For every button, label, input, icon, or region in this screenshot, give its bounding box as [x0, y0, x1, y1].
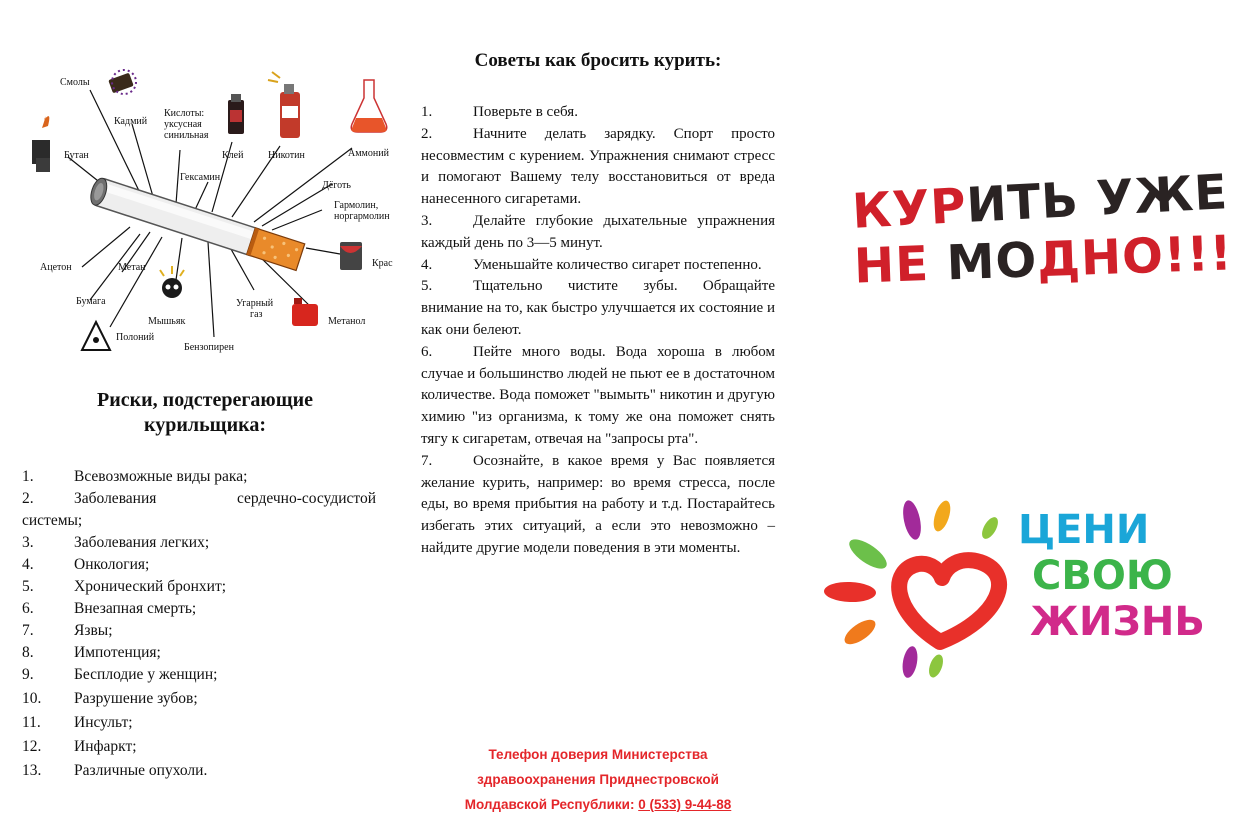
tip-item: 6. Пейте много воды. Вода хороша в любом случае и большинство людей не пьют ее в достаточном количестве. Вода поможет "вымыть" никотин и другую химию "из организма, к тому же она поможет снять тягу к сигаретам, отвечая на "запросы рта". — [421, 343, 775, 447]
risk-item: 1. Всевозможные виды рака; — [22, 468, 248, 485]
label-kisloty: Кислоты: уксусная синильная — [164, 108, 209, 141]
label-bumaga: Бумага — [76, 296, 106, 307]
glue-bottle-icon — [228, 94, 244, 134]
label-poloniy: Полоний — [116, 332, 155, 343]
tips-title: Советы как бросить курить: — [474, 50, 722, 71]
paint-can-icon — [340, 242, 362, 270]
risk-item: 7. Язвы; — [22, 622, 113, 639]
skull-icon — [160, 266, 184, 298]
tip-item: 7. Осознайте, в какое время у Вас появляется желание курить, например: во время стресса, после еды, во время прибытия на работу и т.д. Постарайтесь избегать этих ситуаций, а если это невозможно – найдите другие модели поведения в эти моменты. — [421, 452, 775, 556]
radiation-icon — [82, 322, 110, 350]
risk-item: 9. Бесплодие у женщин; — [22, 666, 218, 683]
label-metan: Метан — [118, 262, 146, 273]
flask-icon — [351, 80, 387, 132]
tip-item: 5. Тщательно чистите зубы. Обращайте внимание на то, как быстро улучшается их состояние и как они белеют. — [421, 278, 775, 338]
label-geksamin: Гексамин — [180, 172, 221, 183]
tar-icon — [108, 70, 136, 94]
risk-item: 12. Инфаркт; — [22, 738, 137, 755]
label-smoly: Смолы — [60, 77, 90, 88]
label-kadmiy: Кадмий — [114, 116, 148, 127]
label-nikotin: Никотин — [268, 150, 305, 161]
label-ammoniy: Аммоний — [348, 148, 389, 159]
tips-list — [421, 102, 775, 560]
risk-item: 13. Различные опухоли. — [22, 762, 208, 779]
risks-list — [22, 466, 376, 782]
risk-item: 2. Заболевания сердечно-сосудистой системы; — [22, 490, 376, 529]
label-garmolin: Гармолин, норгармолин — [334, 200, 390, 222]
risk-item: 11. Инсульт; — [22, 714, 133, 731]
label-kras: Крас — [372, 258, 393, 269]
risk-item: 3. Заболевания легких; — [22, 534, 210, 551]
label-klei: Клей — [222, 150, 244, 161]
label-aceton: Ацетон — [40, 262, 72, 273]
cigarette-chemicals-diagram — [22, 62, 402, 362]
butane-lighter-icon — [32, 116, 50, 172]
hotline-block: Телефон доверия Министерства здравоохранения Приднестровской Молдавской Республики: 0 (533) 9-44-88 — [464, 747, 732, 812]
tip-item: 2. Начните делать зарядку. Спорт просто несовместим с курением. Упражнения снимают стресс и помогают Вашему телу восстановиться от вреда нанесенного сигаретами. — [421, 125, 775, 208]
tip-item: 4. Уменьшайте количество сигарет постепенно. — [421, 256, 762, 273]
tip-item: 1. Поверьте в себя. — [421, 104, 578, 120]
risk-item: 10. Разрушение зубов; — [22, 690, 198, 707]
heart-splash-icon — [820, 492, 1020, 682]
tip-item: 3. Делайте глубокие дыхательные упражнения каждый день по 3—5 минут. — [421, 212, 775, 251]
label-benzopiren: Бензопирен — [184, 342, 234, 353]
risk-item: 8. Импотенция; — [22, 644, 161, 661]
label-butan: Бутан — [64, 150, 89, 161]
risk-item: 5. Хронический бронхит; — [22, 578, 227, 595]
risk-item: 4. Онкология; — [22, 556, 150, 573]
fuel-canister-icon — [292, 298, 318, 326]
hotline-phone-link[interactable]: 0 (533) 9-44-88 — [638, 797, 732, 812]
label-ugarny: Угарный газ — [236, 298, 274, 320]
label-myshyak: Мышьяк — [148, 316, 186, 327]
spray-can-icon — [268, 72, 300, 138]
risks-title: Риски, подстерегающие курильщика: — [97, 389, 313, 436]
value-your-life-banner: ЦЕНИ СВОЮ ЖИЗНЬ — [820, 492, 1204, 682]
risk-item: 6. Внезапная смерть; — [22, 600, 197, 617]
smoking-not-fashionable-banner: КУРИТЬ УЖЕ НЕ МОДНО!!! — [850, 164, 1234, 295]
label-degot: Дёготь — [322, 180, 351, 191]
label-metanol: Метанол — [328, 316, 366, 327]
